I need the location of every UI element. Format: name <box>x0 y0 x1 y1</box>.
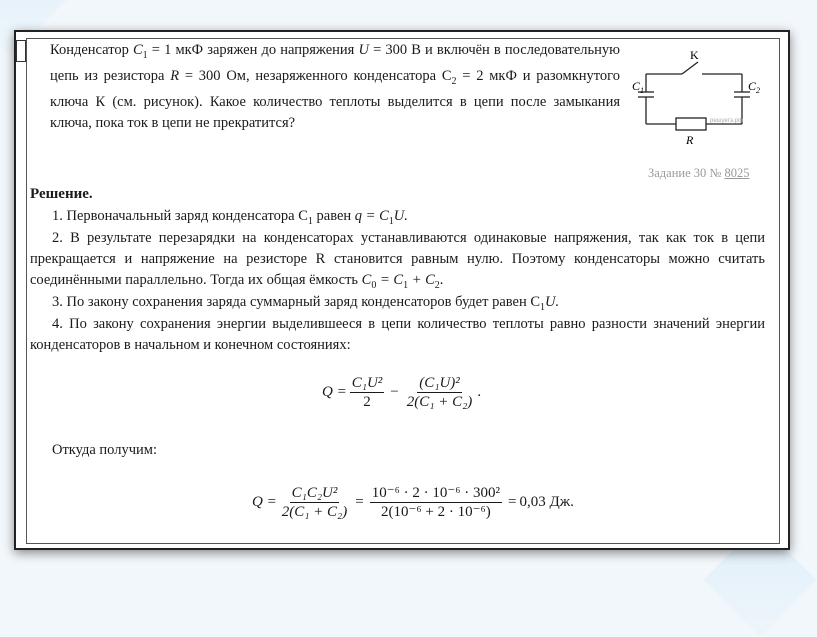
resistor <box>676 118 706 130</box>
step-text: . <box>439 272 444 288</box>
solution-step-2 <box>30 228 765 296</box>
step-sub: 0 <box>371 279 377 291</box>
equals-sign: = <box>355 494 364 510</box>
fraction-denominator: 2(10⁻⁶ + 2 · 10⁻⁶) <box>381 504 491 520</box>
fraction-numerator: C₁C₂U² <box>291 485 338 501</box>
fraction-numerator: C₁U² <box>351 375 383 391</box>
fraction-denominator: 2 <box>363 394 371 410</box>
solution-heading: Решение. <box>30 186 93 202</box>
r-label: R <box>686 133 694 147</box>
step-formula: C <box>361 272 372 288</box>
fraction-numerator: 10⁻⁶ · 2 · 10⁻⁶ · 300² <box>371 485 501 501</box>
step-text: 2. В результате перезарядки на конденсаторах устанавливаются одинаковые напряжения, так как ток в цепи прекращается и напряжение на резисторе R становится равным нулю. Поэтому конденсаторы можно считать соединёнными параллельно. Тогда их общая ёмкость <box>30 230 765 288</box>
step-sub: 1 <box>540 301 546 313</box>
fraction <box>280 484 350 521</box>
var-c1: C <box>132 42 143 58</box>
result-intro: Откуда получим: <box>52 442 157 458</box>
fraction-denominator: 2(C₁ + C₂) <box>281 504 348 520</box>
step-text: 4. По закону сохранения энергии выделившееся в цепи количество теплоты равно разности значений энергии конденсаторов в начальном и конечном состояниях: <box>30 316 765 353</box>
fraction <box>350 374 385 411</box>
fraction-numerator: (C₁U)² <box>419 375 460 391</box>
problem-statement <box>50 40 620 134</box>
step-text: равен <box>312 208 355 224</box>
watermark: решуегэ.рф <box>710 118 743 124</box>
key-label: K <box>690 48 699 62</box>
equals-sign: = <box>508 494 517 510</box>
fraction <box>405 374 475 411</box>
step-text: 3. По закону сохранения заряда суммарный заряд конденсаторов будет равен C <box>52 294 541 310</box>
fraction-denominator: 2(C₁ + C₂) <box>406 394 473 410</box>
step-formula: = C <box>376 272 404 288</box>
minus-sign: − <box>390 384 399 400</box>
problem-text: Конденсатор <box>50 42 133 58</box>
fraction <box>370 484 502 521</box>
step-sub: 2 <box>434 279 440 291</box>
step-formula: U. <box>393 208 408 224</box>
problem-text: = 300 В и включён в последовательную цепь из резистора <box>50 42 620 84</box>
c2-label: $C_2$ <box>748 79 761 95</box>
step-formula: + C <box>408 272 435 288</box>
problem-text: = 300 Ом, незаряженного конденсатора C <box>179 67 452 84</box>
step-formula: q = C <box>354 208 389 224</box>
final-result: 0,03 Дж. <box>519 494 574 510</box>
problem-text: = 2 мкФ и разомкнутого ключа К (см. рисунок). Какое количество теплоты выделится в цепи после замыкания ключа, пока ток в цепи не прекратится? <box>50 67 620 131</box>
var-c2-sub: 2 <box>451 75 457 87</box>
step-sub: 1 <box>388 215 394 227</box>
task-reference <box>648 166 749 181</box>
task-prefix: Задание 30 № <box>648 166 725 180</box>
var-r: R <box>170 67 180 84</box>
switch-blade <box>682 62 698 74</box>
var-u: U <box>358 42 369 58</box>
step-text: 1. Первоначальный заряд конденсатора C <box>52 208 308 224</box>
eq-end: . <box>477 384 482 400</box>
bullet-marker <box>16 40 26 62</box>
task-number-link[interactable]: 8025 <box>724 166 750 180</box>
energy-equation <box>322 374 481 411</box>
eq-lhs: Q = <box>322 384 347 400</box>
problem-text: = 1 мкФ заряжен до напряжения <box>147 42 359 58</box>
step-sub: 1 <box>403 279 409 291</box>
result-equation <box>252 484 574 521</box>
var-c1-sub: 1 <box>142 49 148 61</box>
step-sub: 1 <box>307 215 313 227</box>
eq-lhs: Q = <box>252 494 277 510</box>
c1-label: $C_1$ <box>632 79 645 95</box>
circuit-diagram <box>632 48 764 147</box>
step-formula: U. <box>545 294 560 310</box>
solution-step-4 <box>30 314 765 356</box>
